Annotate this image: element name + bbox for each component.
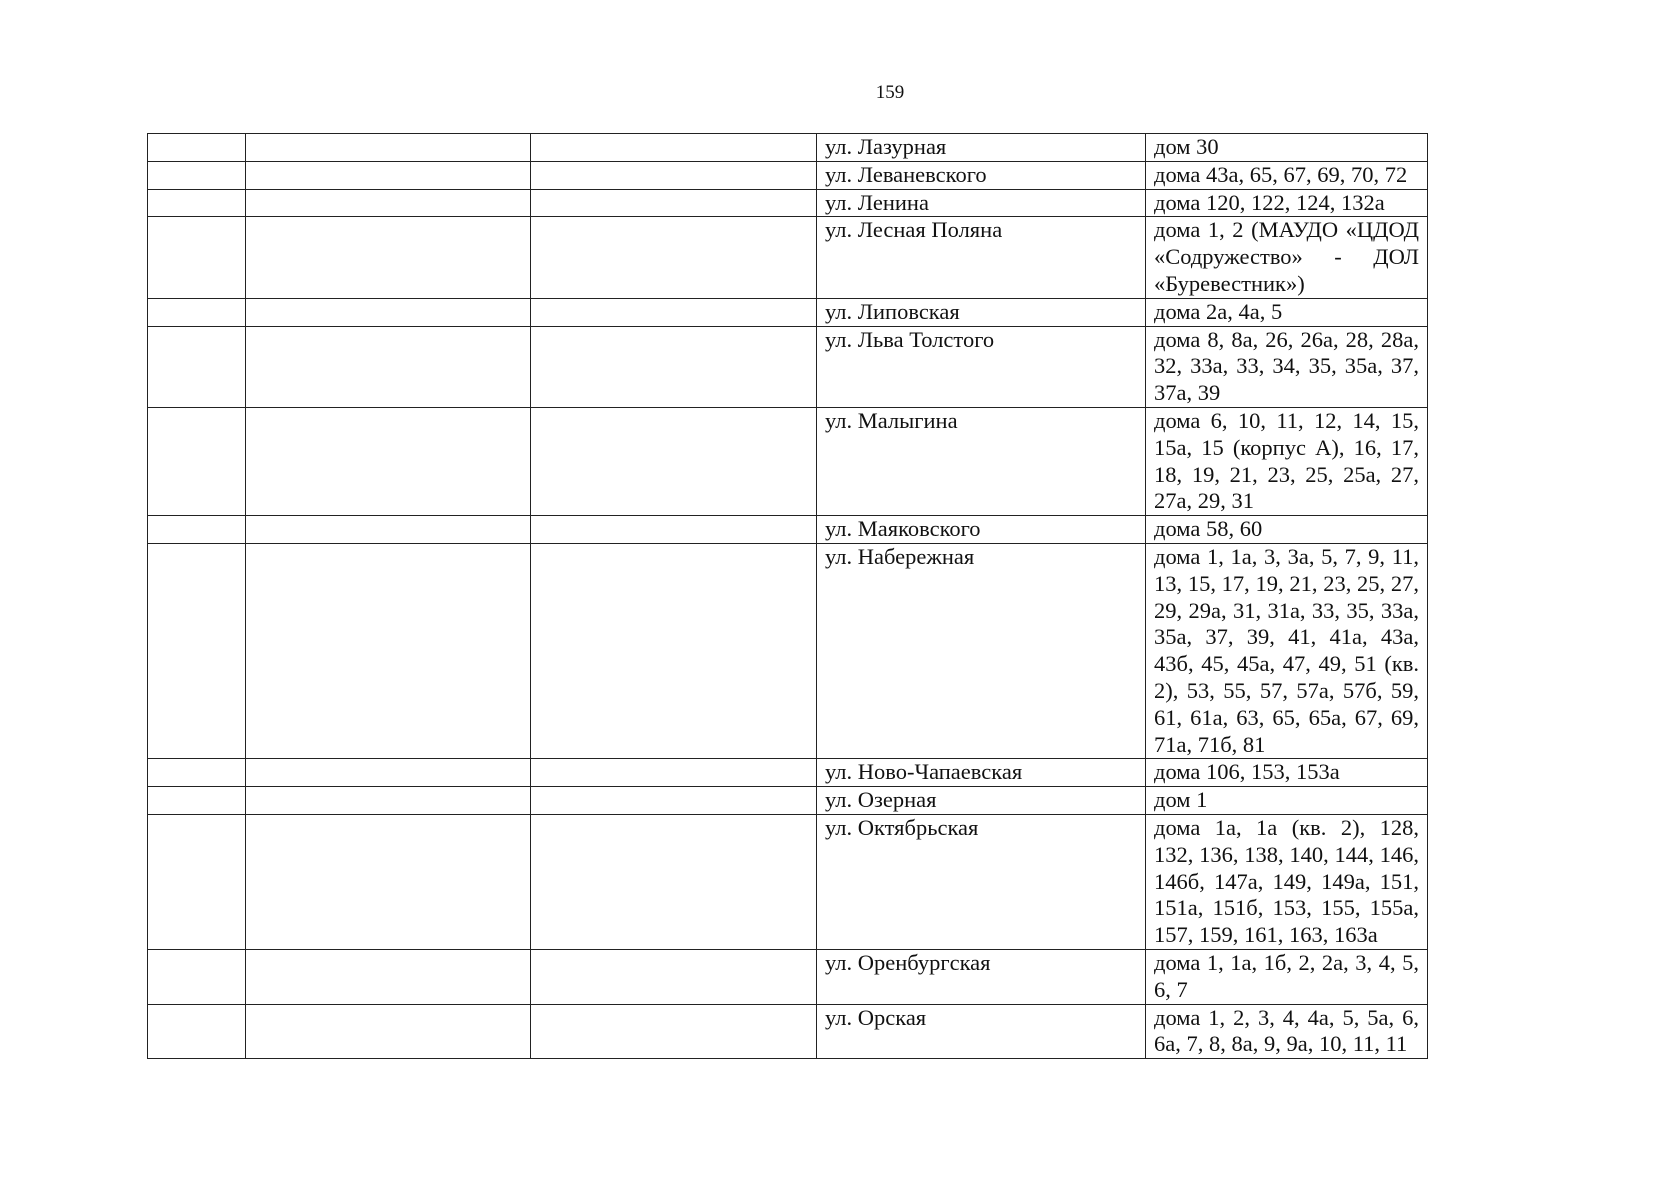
empty-cell [148, 217, 246, 298]
empty-cell [531, 949, 817, 1004]
empty-cell [246, 407, 531, 515]
empty-cell [531, 189, 817, 217]
empty-cell [531, 298, 817, 326]
empty-cell [531, 407, 817, 515]
empty-cell [531, 516, 817, 544]
empty-cell [148, 516, 246, 544]
houses-cell: дома 6, 10, 11, 12, 14, 15, 15а, 15 (корпус А), 16, 17, 18, 19, 21, 23, 25, 25а, 27, 27а, 29, 31 [1146, 407, 1428, 515]
empty-cell [246, 326, 531, 407]
houses-cell: дома 2а, 4а, 5 [1146, 298, 1428, 326]
empty-cell [246, 161, 531, 189]
street-cell: ул. Малыгина [817, 407, 1146, 515]
address-table [147, 133, 1428, 1059]
empty-cell [531, 787, 817, 815]
empty-cell [531, 134, 817, 162]
table-row [148, 189, 1428, 217]
empty-cell [531, 759, 817, 787]
houses-cell: дом 1 [1146, 787, 1428, 815]
street-cell: ул. Ново-Чапаевская [817, 759, 1146, 787]
houses-cell: дом 30 [1146, 134, 1428, 162]
empty-cell [246, 787, 531, 815]
houses-cell: дома 8, 8а, 26, 26а, 28, 28а, 32, 33а, 33, 34, 35, 35а, 37, 37а, 39 [1146, 326, 1428, 407]
street-cell: ул. Липовская [817, 298, 1146, 326]
table-row [148, 407, 1428, 515]
empty-cell [148, 161, 246, 189]
table-row [148, 787, 1428, 815]
empty-cell [246, 298, 531, 326]
address-table-body [148, 134, 1428, 1059]
street-cell: ул. Лесная Поляна [817, 217, 1146, 298]
empty-cell [246, 1004, 531, 1059]
empty-cell [531, 814, 817, 949]
street-cell: ул. Октябрьская [817, 814, 1146, 949]
page-number: 159 [875, 82, 905, 103]
empty-cell [148, 1004, 246, 1059]
empty-cell [246, 516, 531, 544]
houses-cell: дома 1, 1а, 3, 3а, 5, 7, 9, 11, 13, 15, 17, 19, 21, 23, 25, 27, 29, 29а, 31, 31а, 33, 35, 33а, 35а, 37, 39, 41, 41а, 43а, 43б, 45, 45а, 47, 49, 51 (кв. 2), 53, 55, 57, 57а, 57б, 59, 61, 61а, 63, 65, 65а, 67, 69, 71а, 71б, 81 [1146, 543, 1428, 758]
street-cell: ул. Леваневского [817, 161, 1146, 189]
table-row [148, 759, 1428, 787]
table-row [148, 134, 1428, 162]
table-row [148, 161, 1428, 189]
empty-cell [148, 298, 246, 326]
table-row [148, 949, 1428, 1004]
empty-cell [148, 543, 246, 758]
empty-cell [148, 189, 246, 217]
houses-cell: дома 1, 2 (МАУДО «ЦДОД «Содружество» - ДОЛ «Буревестник») [1146, 217, 1428, 298]
empty-cell [246, 543, 531, 758]
empty-cell [246, 814, 531, 949]
empty-cell [246, 759, 531, 787]
houses-cell: дома 43а, 65, 67, 69, 70, 72 [1146, 161, 1428, 189]
houses-cell: дома 1а, 1а (кв. 2), 128, 132, 136, 138, 140, 144, 146, 146б, 147а, 149, 149а, 151, 151а, 151б, 153, 155, 155а, 157, 159, 161, 163, 163а [1146, 814, 1428, 949]
empty-cell [246, 134, 531, 162]
empty-cell [246, 949, 531, 1004]
street-cell: ул. Ленина [817, 189, 1146, 217]
empty-cell [531, 217, 817, 298]
empty-cell [531, 1004, 817, 1059]
street-cell: ул. Льва Толстого [817, 326, 1146, 407]
houses-cell: дома 106, 153, 153а [1146, 759, 1428, 787]
empty-cell [531, 161, 817, 189]
empty-cell [148, 407, 246, 515]
street-cell: ул. Лазурная [817, 134, 1146, 162]
street-cell: ул. Орская [817, 1004, 1146, 1059]
table-row [148, 326, 1428, 407]
empty-cell [148, 134, 246, 162]
table-row [148, 814, 1428, 949]
empty-cell [148, 759, 246, 787]
houses-cell: дома 58, 60 [1146, 516, 1428, 544]
empty-cell [531, 326, 817, 407]
empty-cell [148, 787, 246, 815]
street-cell: ул. Оренбургская [817, 949, 1146, 1004]
street-cell: ул. Маяковского [817, 516, 1146, 544]
empty-cell [246, 189, 531, 217]
empty-cell [148, 949, 246, 1004]
table-row [148, 217, 1428, 298]
houses-cell: дома 120, 122, 124, 132а [1146, 189, 1428, 217]
empty-cell [148, 814, 246, 949]
table-row [148, 298, 1428, 326]
empty-cell [246, 217, 531, 298]
address-table-container [147, 133, 1427, 1059]
empty-cell [531, 543, 817, 758]
empty-cell [148, 326, 246, 407]
table-row [148, 543, 1428, 758]
houses-cell: дома 1, 1а, 1б, 2, 2а, 3, 4, 5, 6, 7 [1146, 949, 1428, 1004]
table-row [148, 516, 1428, 544]
houses-cell: дома 1, 2, 3, 4, 4а, 5, 5а, 6, 6а, 7, 8, 8а, 9, 9а, 10, 11, 11 [1146, 1004, 1428, 1059]
table-row [148, 1004, 1428, 1059]
street-cell: ул. Набережная [817, 543, 1146, 758]
street-cell: ул. Озерная [817, 787, 1146, 815]
